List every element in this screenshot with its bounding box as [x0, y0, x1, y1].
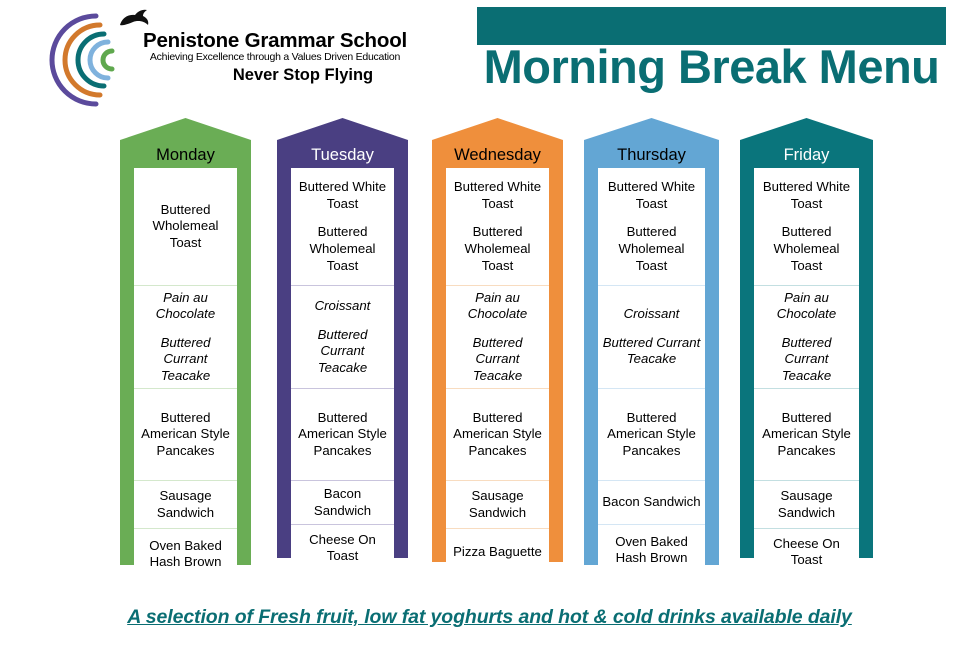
meal-item: Buttered White Toast: [607, 179, 696, 211]
meal-group: [754, 389, 859, 481]
day-column-wednesday: [432, 118, 563, 562]
meal-item: Buttered American Style Pancakes: [298, 409, 387, 458]
meal-item: Buttered White Toast: [298, 179, 387, 211]
day-banner: [120, 118, 251, 570]
day-name-label: Friday: [783, 146, 830, 164]
meal-group: [754, 286, 859, 389]
meal-item: Sausage Sandwich: [777, 488, 836, 520]
day-banner: [432, 118, 563, 562]
meal-item: Buttered American Style Pancakes: [607, 409, 696, 458]
meal-group: [291, 525, 394, 571]
meal-group: [291, 481, 394, 525]
day-menu-body: [598, 168, 705, 575]
day-column-thursday: [584, 118, 719, 565]
meal-item: Buttered American Style Pancakes: [141, 409, 230, 458]
meal-item: Cheese On Toast: [773, 535, 840, 568]
meal-item: Buttered Wholemeal Toast: [309, 224, 376, 273]
meal-item: Buttered Currant Teacake: [472, 334, 523, 384]
day-banner: [740, 118, 873, 568]
meal-item: Pizza Baguette: [453, 543, 542, 559]
meal-group: [134, 168, 237, 286]
page-header: [0, 0, 979, 112]
meal-group: [598, 389, 705, 481]
day-menu-body: [291, 168, 394, 571]
footer-note: A selection of Fresh fruit, low fat yoghurts and hot & cold drinks available daily: [127, 606, 852, 628]
meal-item: Pain au Chocolate: [155, 289, 216, 322]
school-logo: [48, 4, 448, 104]
meal-group: [598, 286, 705, 389]
meal-group: [754, 481, 859, 529]
meal-group: [446, 481, 549, 529]
day-name-label: Thursday: [617, 146, 686, 164]
school-motto: Never Stop Flying: [232, 66, 374, 84]
meal-item: Buttered American Style Pancakes: [453, 409, 542, 458]
meal-group: [446, 168, 549, 286]
day-menu-body: [134, 168, 237, 579]
meal-item: Buttered White Toast: [453, 179, 542, 211]
day-column-monday: [120, 118, 251, 570]
meal-group: [598, 525, 705, 575]
meal-group: [446, 286, 549, 389]
day-name-label: Tuesday: [311, 146, 374, 164]
meal-item: Sausage Sandwich: [156, 488, 215, 520]
meal-item: Sausage Sandwich: [468, 488, 527, 520]
school-name: Penistone Grammar School: [142, 29, 408, 52]
meal-item: Buttered Currant Teacake: [317, 326, 368, 375]
meal-item: Buttered White Toast: [762, 179, 851, 211]
day-banner: [277, 118, 408, 564]
meal-group: [754, 529, 859, 575]
meal-group: [291, 168, 394, 286]
meal-item: Oven Baked Hash Brown: [149, 537, 222, 570]
meal-group: [446, 389, 549, 481]
meal-item: Bacon Sandwich: [313, 486, 372, 518]
day-column-friday: [740, 118, 873, 568]
meal-item: Bacon Sandwich: [602, 494, 701, 510]
meal-group: [446, 529, 549, 575]
day-menu-body: [446, 168, 549, 575]
meal-item: Buttered Wholemeal Toast: [464, 224, 531, 273]
day-name-label: Monday: [156, 146, 215, 164]
weekday-menu-columns: [0, 118, 979, 578]
meal-item: Croissant: [623, 306, 680, 322]
meal-item: Buttered Wholemeal Toast: [773, 224, 840, 273]
day-column-tuesday: [277, 118, 408, 564]
meal-item: Buttered Wholemeal Toast: [618, 224, 685, 273]
day-menu-body: [754, 168, 859, 575]
school-tagline: Achieving Excellence through a Values Driven Education: [149, 51, 401, 63]
meal-item: Oven Baked Hash Brown: [615, 533, 688, 566]
day-name-label: Wednesday: [454, 146, 541, 164]
meal-group: [291, 389, 394, 481]
meal-item: Buttered American Style Pancakes: [762, 409, 851, 458]
meal-item: Cheese On Toast: [309, 531, 376, 564]
meal-group: [598, 481, 705, 525]
meal-group: [291, 286, 394, 389]
meal-group: [134, 286, 237, 389]
meal-item: Buttered Currant Teacake: [602, 334, 701, 367]
meal-group: [598, 168, 705, 286]
meal-item: Buttered Currant Teacake: [160, 334, 211, 384]
day-banner: [584, 118, 719, 565]
meal-item: Buttered Currant Teacake: [781, 334, 832, 384]
meal-group: [754, 168, 859, 286]
page-title: Morning Break Menu: [483, 40, 940, 93]
meal-group: [134, 481, 237, 529]
meal-item: Pain au Chocolate: [467, 289, 528, 322]
meal-item: Pain au Chocolate: [776, 289, 837, 322]
meal-group: [134, 529, 237, 579]
meal-item: Croissant: [314, 297, 371, 313]
meal-item: Buttered Wholemeal Toast: [152, 201, 219, 250]
meal-group: [134, 389, 237, 481]
